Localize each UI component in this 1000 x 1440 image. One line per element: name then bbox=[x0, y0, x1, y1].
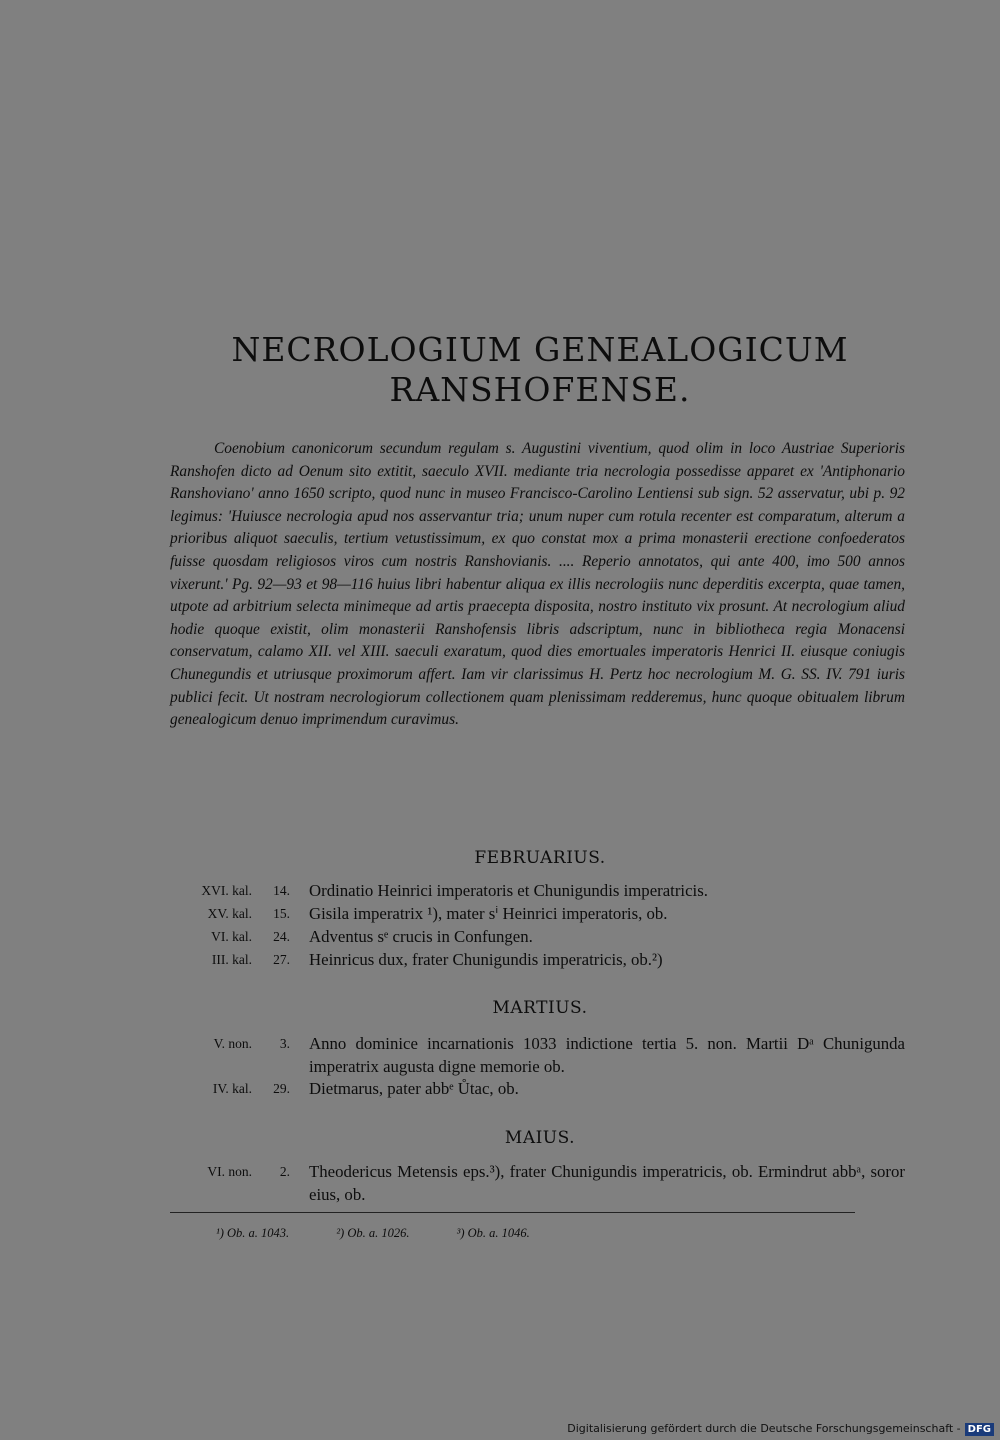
footnotes bbox=[216, 1226, 574, 1241]
entry-text: Theodericus Metensis eps.³), frater Chunigundis imperatricis, ob. Ermindrut abbᵃ, soror eius, ob. bbox=[309, 1162, 905, 1204]
footnote-3: ³) Ob. a. 1046. bbox=[456, 1226, 530, 1240]
entry-date: XVI. kal. bbox=[201, 883, 252, 898]
entry-date: IV. kal. bbox=[212, 1081, 252, 1096]
section-title-februarius: FEBRUARIUS. bbox=[474, 848, 606, 868]
page-title bbox=[170, 330, 910, 410]
section-title-maius: MAIUS. bbox=[504, 1128, 576, 1148]
entry-text: Gisila imperatrix ¹), mater sⁱ Heinrici imperatoris, ob. bbox=[309, 904, 668, 923]
section-title-martius: MARTIUS. bbox=[492, 998, 588, 1018]
entry-day: 27. bbox=[273, 952, 290, 967]
footnote-divider bbox=[170, 1212, 855, 1213]
entry-row bbox=[170, 948, 905, 971]
intro-paragraph: Coenobium canonicorum secundum regulam s. Augustini viventium, quod olim in loco Austriae Superioris Ranshofen dicto ad Oenum sito extitit, saeculo XVII. mediante tria necrologia possedisse apparet ex 'Antiphonario Ranshoviano' anno 1650 scripto, quod nunc in museo Francisco-Carolino Lentiensi sub sign. 52 asservatur, ubi p. 92 legimus: 'Huiusce necrologia apud nos asservantur tria; unum nuper cum rotula recenter est comparatum, alterum a prioribus aliquot saeculis, tertium vetustissimum, ex quo constat mox a prima monasterii erectione confoederatos fuisse quosdam religiosos viros cum nostris Ranshovianis. .... Reperio annotatos, qui ante 400, imo 500 annos vixerunt.' Pg. 92—93 et 98—116 huius libri habentur aliqua ex illis necrologiis nunc deperditis excerpta, quae tamen, utpote ad arbitrium selecta minimeque ad artis praecepta disposita, nostro instituto vix prosunt. At necrologium aliud hodie quoque existit, olim monasterii Ranshofensis libris adscriptum, nunc in bibliotheca regia Monacensi conservatum, calamo XII. vel XIII. saeculi exaratum, quod dies emortuales imperatoris Henrici II. eiusque coniugis Chunegundis et utriusque proximorum affert. Iam vir clarissimus H. Pertz hoc necrologium M. G. SS. IV. 791 iuris publici fecit. Ut nostram necrologiorum collectionem quam plenissimam redderemus, hunc quoque obitualem librum genealogicum denuo imprimendum curavimus. bbox=[170, 440, 905, 729]
entry-text: Anno dominice incarnationis 1033 indictione tertia 5. non. Martii Dᵃ Chunigunda imperatrix augusta digne memorie ob. bbox=[309, 1034, 905, 1076]
entry-date: XV. kal. bbox=[207, 906, 252, 921]
entry-day: 3. bbox=[279, 1036, 290, 1051]
entry-row bbox=[170, 1032, 905, 1078]
entry-date: VI. kal. bbox=[211, 929, 252, 944]
entry-row bbox=[170, 1160, 905, 1206]
entry-text: Dietmarus, pater abbᵉ Ůtac, ob. bbox=[309, 1079, 519, 1098]
entry-row bbox=[170, 1077, 905, 1100]
entry-row bbox=[170, 879, 905, 902]
entry-date: III. kal. bbox=[211, 952, 252, 967]
entry-day: 24. bbox=[273, 929, 290, 944]
footnote-1: ¹) Ob. a. 1043. bbox=[216, 1226, 290, 1240]
entry-day: 29. bbox=[273, 1081, 290, 1096]
entry-row bbox=[170, 925, 905, 948]
entry-day: 15. bbox=[273, 906, 290, 921]
title-line-2: RANSHOFENSE. bbox=[389, 370, 691, 409]
credit-text: Digitalisierung gefördert durch die Deutsche Forschungsgemeinschaft - bbox=[567, 1422, 961, 1435]
digitization-credit bbox=[567, 1422, 994, 1436]
entry-day: 2. bbox=[279, 1164, 290, 1179]
title-line-1: NECROLOGIUM GENEALOGICUM bbox=[231, 330, 849, 369]
entry-day: 14. bbox=[273, 883, 290, 898]
dfg-logo: DFG bbox=[965, 1423, 994, 1436]
entry-row bbox=[170, 902, 905, 925]
entry-date: V. non. bbox=[213, 1036, 252, 1051]
entry-date: VI. non. bbox=[207, 1164, 252, 1179]
entry-text: Adventus sᵉ crucis in Confungen. bbox=[309, 927, 533, 946]
entry-text: Heinricus dux, frater Chunigundis imperatricis, ob.²) bbox=[309, 950, 663, 969]
footnote-2: ²) Ob. a. 1026. bbox=[336, 1226, 410, 1240]
entry-text: Ordinatio Heinrici imperatoris et Chunigundis imperatricis. bbox=[309, 881, 708, 900]
